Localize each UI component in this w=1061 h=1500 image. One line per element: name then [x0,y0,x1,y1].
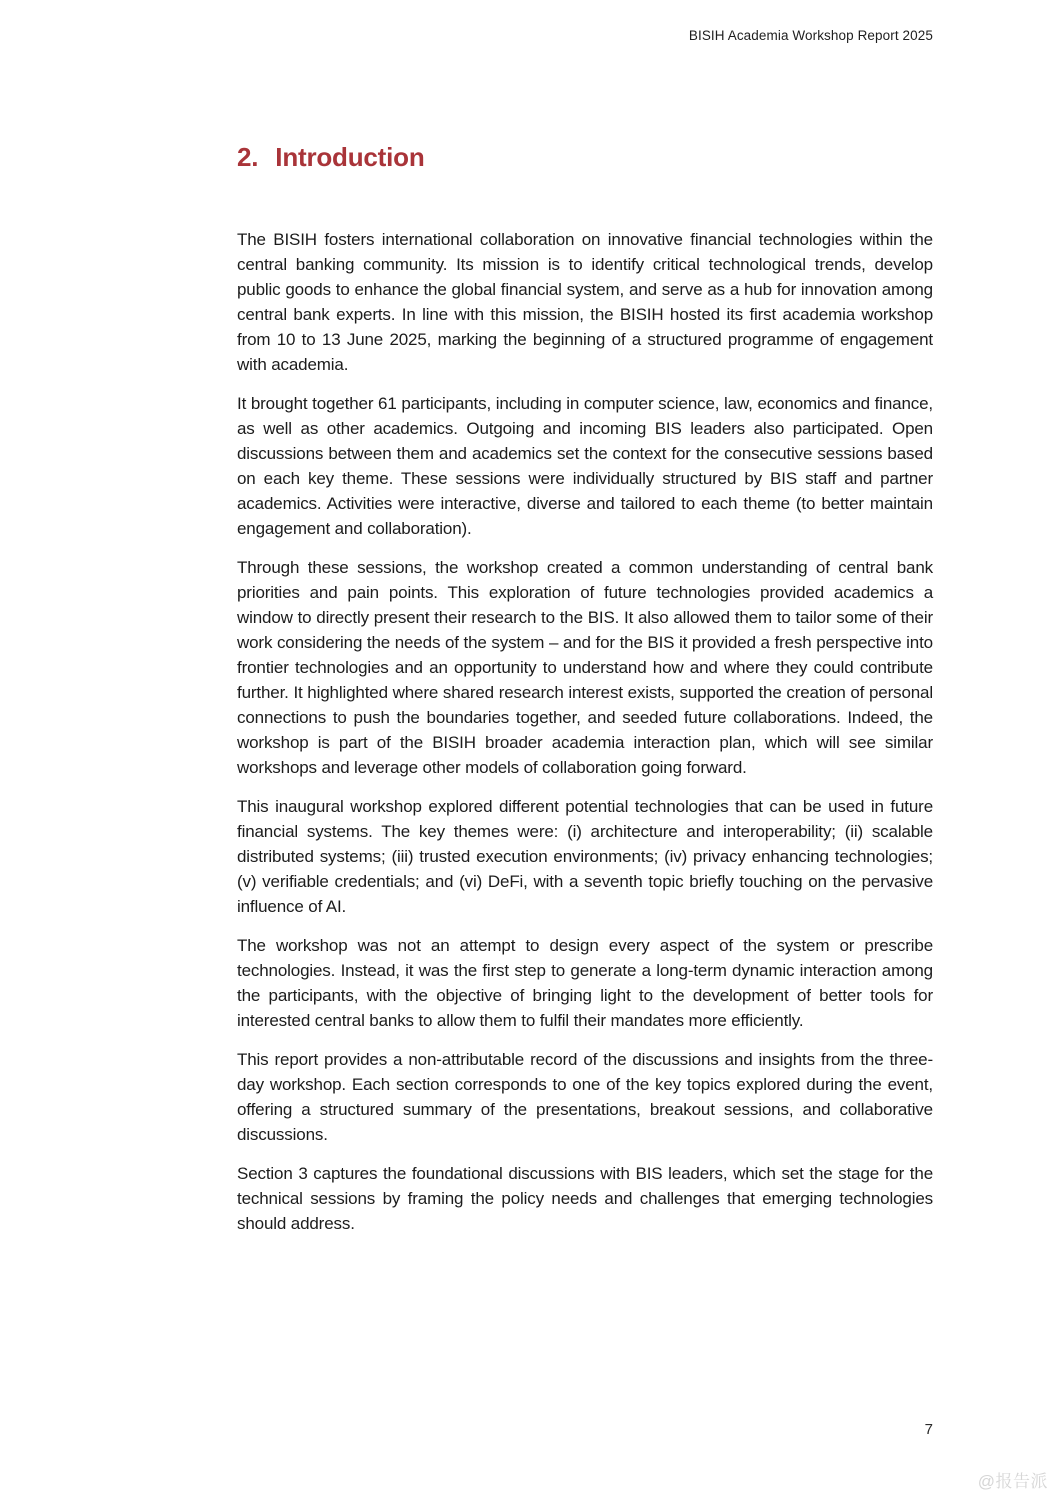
paragraph: Section 3 captures the foundational discussions with BIS leaders, which set the stage for the technical sessions by framing the policy needs and challenges that emerging technologies should address. [237,1164,933,1233]
page-number: 7 [924,1421,933,1438]
paragraph: The workshop was not an attempt to design every aspect of the system or prescribe technologies. Instead, it was the first step to generate a long-term dynamic interaction among the participants, with the objective of bringing light to the development of better tools for interested central banks to allow them to fulfil their mandates more efficiently. [237,936,933,1030]
paragraph: The BISIH fosters international collaboration on innovative financial technologies within the central banking community. Its mission is to identify critical technological trends, develop public goods to enhance the global financial system, and serve as a hub for innovation among central bank experts. In line with this mission, the BISIH hosted its first academia workshop from 10 to 13 June 2025, marking the beginning of a structured programme of engagement with academia. [237,230,933,374]
paragraph: It brought together 61 participants, including in computer science, law, economics and finance, as well as other academics. Outgoing and incoming BIS leaders also participated. Open discussions between them and academics set the context for the consecutive sessions based on each key theme. These sessions were individually structured by BIS staff and partner academics. Activities were interactive, diverse and tailored to each theme (to better maintain engagement and collaboration). [237,394,933,538]
section-heading [237,142,933,173]
paragraph: This inaugural workshop explored different potential technologies that can be used in future financial systems. The key themes were: (i) architecture and interoperability; (ii) scalable distributed systems; (iii) trusted execution environments; (iv) privacy enhancing technologies; (v) verifiable credentials; and (vi) DeFi, with a seventh topic briefly touching on the pervasive influence of AI. [237,797,933,916]
body-text [237,227,933,1236]
paragraph: This report provides a non-attributable record of the discussions and insights from the three-day workshop. Each section corresponds to one of the key topics explored during the event, offering a structured summary of the presentations, breakout sessions, and collaborative discussions. [237,1050,933,1144]
watermark: @报告派 [977,1472,1048,1491]
running-header: BISIH Academia Workshop Report 2025 [688,28,933,43]
section-title: Introduction [275,142,425,172]
section-number: 2. [237,142,259,172]
paragraph: Through these sessions, the workshop created a common understanding of central bank priorities and pain points. This exploration of future technologies provided academics a window to directly present their research to the BIS. It also allowed them to tailor some of their work considering the needs of the system – and for the BIS it provided a fresh perspective into frontier technologies and an opportunity to understand how and where they could contribute further. It highlighted where shared research interest exists, supported the creation of personal connections to push the boundaries together, and seeded future collaborations. Indeed, the workshop is part of the BISIH broader academia interaction plan, which will see similar workshops and leverage other models of collaboration going forward. [237,558,933,777]
